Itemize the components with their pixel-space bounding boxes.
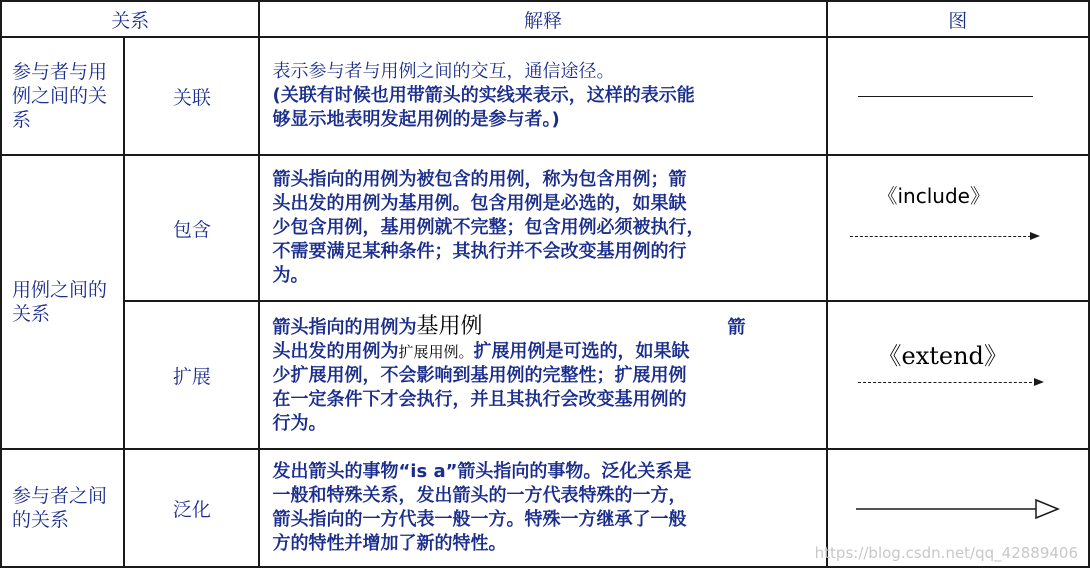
header-row [1, 1, 1089, 37]
watermark: https://blog.csdn.net/qq_42889406 [814, 544, 1078, 562]
generalization-arrow-icon [854, 494, 1064, 524]
group-actor-usecase: 参与者与用例之间的关系 [1, 37, 124, 155]
include-stereotype: 《include》 [877, 184, 990, 208]
figure-generalization [814, 449, 1090, 567]
dashed-arrow-line [850, 236, 1037, 237]
header-figure: 图 [827, 1, 1090, 37]
relation-extend: 扩展 [124, 301, 259, 449]
group-actor-actor: 参与者之间的关系 [1, 449, 124, 567]
figure-extend [827, 301, 1090, 449]
relation-association: 关联 [124, 37, 259, 155]
figure-association [827, 37, 1090, 155]
desc-association: 表示参与者与用例之间的交互，通信途径。 (关联有时候也用带箭头的实线来表示，这样的表示能 够显示地表明发起用例的是参与者。) [259, 37, 826, 155]
desc-extend: 箭头指向的用例为基用例 箭 头出发的用例为扩展用例。扩展用例是可选的，如果缺 少扩展用例，不会影响到基用例的完整性；扩展用例 在一定条件下才会执行，并且其执行会改变基用例的 行为。 [259, 301, 826, 449]
relation-include: 包含 [124, 155, 259, 301]
desc-generalization: 发出箭头的事物“is a”箭头指向的事物。泛化关系是 一般和特殊关系，发出箭头的一方代表特殊的一方， 箭头指向的一方代表一般一方。特殊一方继承了一般 方的特性并增加了新的特性。 [259, 449, 826, 567]
row-generalization [1, 449, 1089, 567]
header-explanation: 解释 [259, 1, 826, 37]
arrow-head-icon [1034, 378, 1044, 386]
relation-generalization: 泛化 [124, 449, 259, 567]
header-relation: 关系 [1, 1, 259, 37]
desc-include: 箭头指向的用例为被包含的用例，称为包含用例；箭 头出发的用例为基用例。包含用例是必选的，如果缺 少包含用例，基用例就不完整；包含用例必须被执行， 不需要满足某种条件；其执行并不会改变基用例的行 为。 [259, 155, 826, 301]
extend-stereotype: 《extend》 [877, 342, 1008, 370]
row-association [1, 37, 1089, 155]
solid-line-icon [858, 96, 1034, 97]
group-usecase-usecase: 用例之间的关系 [1, 155, 124, 449]
row-extend [1, 301, 1089, 449]
arrow-head-icon [1030, 232, 1040, 240]
figure-include [827, 155, 1090, 301]
row-include [1, 155, 1089, 301]
dashed-arrow-line [858, 382, 1043, 383]
